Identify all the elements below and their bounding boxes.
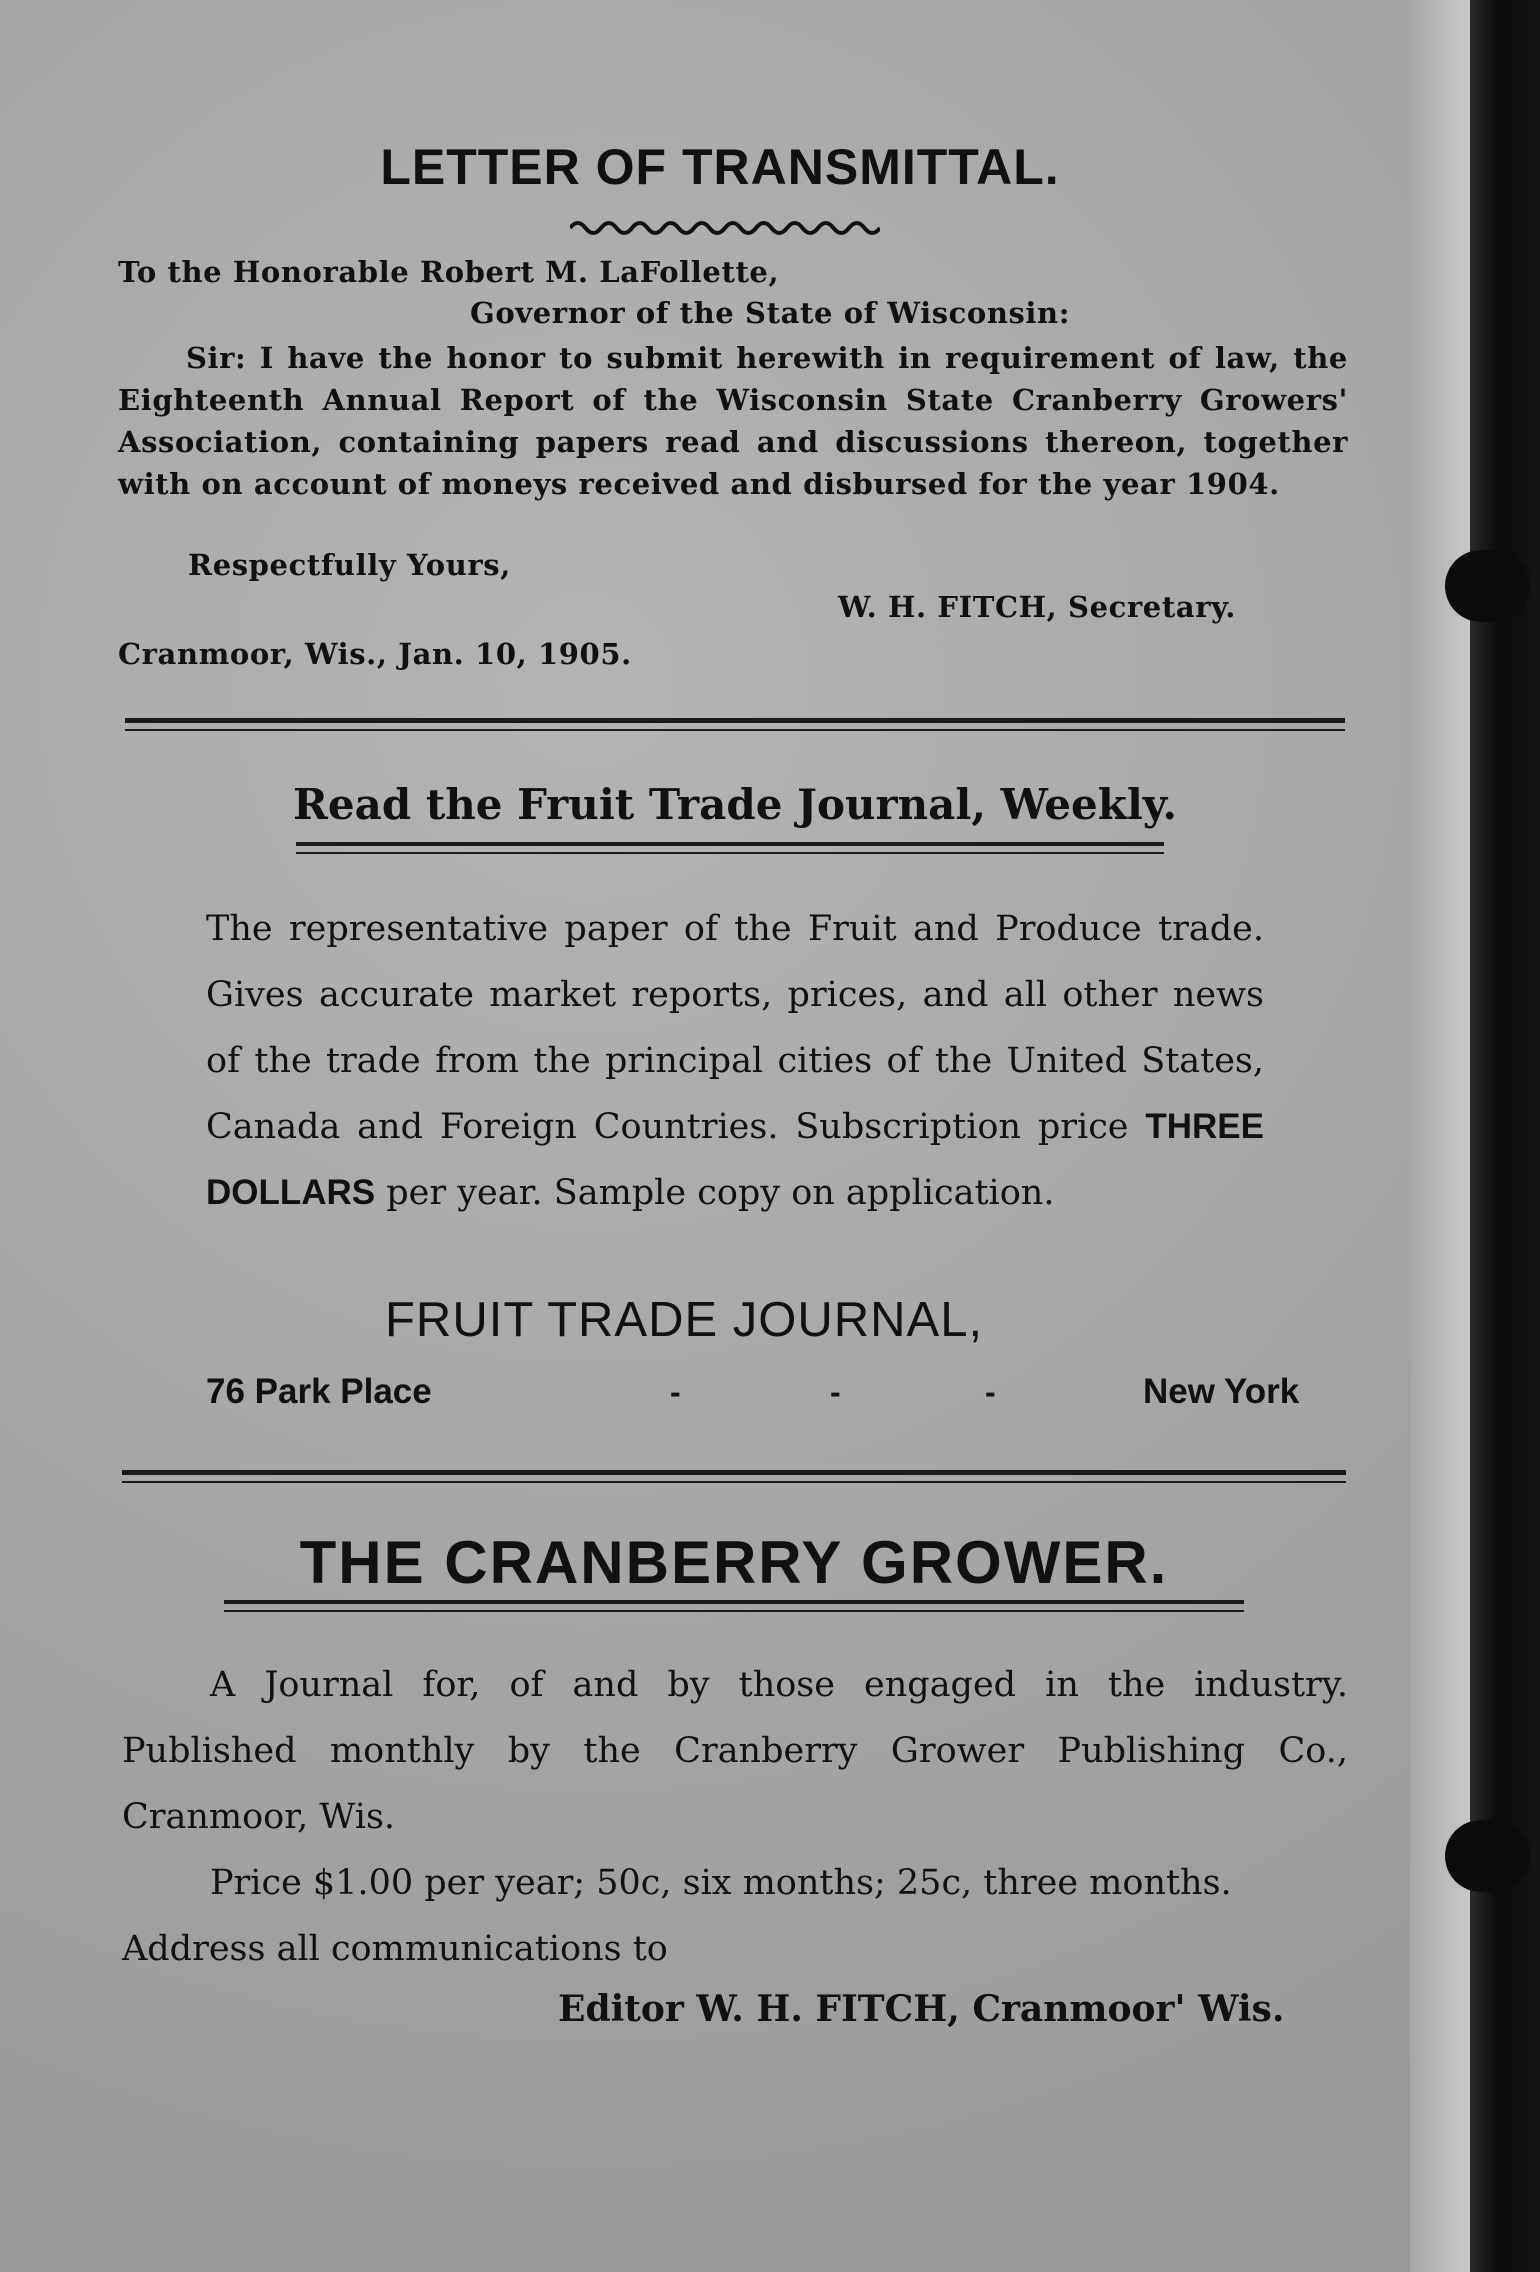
- cranberry-ad-para3: Address all communications to: [122, 1929, 668, 1969]
- letter-salutation: To the Honorable Robert M. LaFollette,: [118, 255, 780, 289]
- letter-governor-line: Governor of the State of Wisconsin:: [470, 296, 1071, 330]
- divider-rule: [125, 729, 1345, 731]
- address-separator: -: [670, 1374, 681, 1410]
- heading-underline: [296, 852, 1164, 854]
- heading-underline: [224, 1610, 1244, 1612]
- squiggle-ornament: [570, 216, 880, 236]
- fruit-ad-body-text: The representative paper of the Fruit and Produce trade. Gives accurate market reports, prices, and all other news of the trade from the principal cities of the United States, Canada and Foreign Countries. Subscription price: [206, 909, 1264, 1147]
- divider-rule: [122, 1481, 1346, 1483]
- fruit-ad-price: THREE DOLLARS: [206, 1107, 1264, 1212]
- cranberry-ad-paragraph: [122, 1652, 1348, 1850]
- letter-signature: W. H. FITCH, Secretary.: [838, 590, 1236, 624]
- letter-closing: Respectfully Yours,: [188, 548, 511, 582]
- cranberry-ad-para1: A Journal for, of and by those engaged in the industry. Published monthly by the Cranberry Grower Publishing Co., Cranmoor, Wis.: [122, 1665, 1348, 1837]
- binding-clip: [1445, 1820, 1530, 1892]
- divider-rule: [125, 718, 1345, 723]
- cranberry-ad-paragraph: [122, 1850, 1348, 1916]
- fruit-ad-heading: Read the Fruit Trade Journal, Weekly.: [292, 780, 1178, 829]
- address-separator: -: [985, 1374, 996, 1410]
- heading-underline: [224, 1600, 1244, 1604]
- cranberry-ad-heading: THE CRANBERRY GROWER.: [299, 1529, 1169, 1596]
- fruit-journal-address: 76 Park Place: [206, 1372, 432, 1411]
- binding-edge: [1470, 0, 1540, 2272]
- divider-rule: [122, 1470, 1346, 1475]
- fruit-ad-body-text-end: per year. Sample copy on application.: [375, 1173, 1055, 1213]
- fruit-ad-body: [206, 896, 1264, 1226]
- page-gutter: [1410, 0, 1470, 2272]
- letter-body: [118, 337, 1348, 505]
- cranberry-ad-para2: Price $1.00 per year; 50c, six months; 25c, three months.: [210, 1863, 1232, 1903]
- fruit-journal-name: FRUIT TRADE JOURNAL,: [385, 1293, 984, 1347]
- letter-body-text: Sir: I have the honor to submit herewith in requirement of law, the Eighteenth Annual Report of the Wisconsin State Cranberry Growers' Association, containing papers read and discussions thereon, together with on account of moneys received and disbursed for the year 1904.: [118, 341, 1348, 501]
- cranberry-ad-body: [122, 1652, 1348, 1982]
- cranberry-ad-paragraph: [122, 1916, 1348, 1982]
- cranberry-ad-editor: Editor W. H. FITCH, Cranmoor' Wis.: [558, 1988, 1285, 2030]
- binding-clip: [1445, 550, 1530, 622]
- letter-title: LETTER OF TRANSMITTAL.: [380, 139, 1060, 195]
- fruit-journal-city: New York: [1143, 1372, 1300, 1411]
- letter-place-date: Cranmoor, Wis., Jan. 10, 1905.: [118, 637, 632, 671]
- address-separator: -: [830, 1374, 841, 1410]
- heading-underline: [296, 842, 1164, 846]
